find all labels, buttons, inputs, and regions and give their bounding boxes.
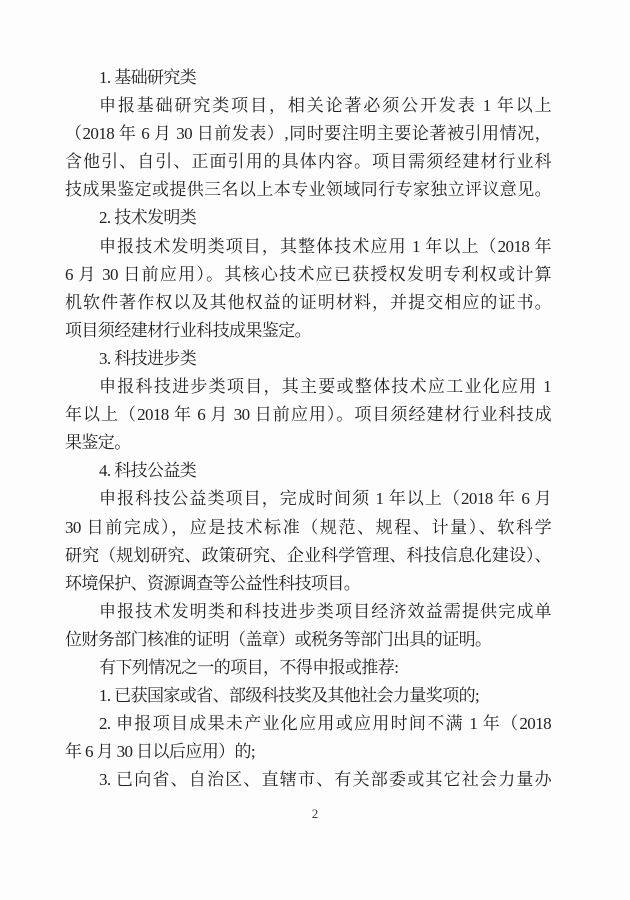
document-line: 研究（规划研究、政策研究、企业科学管理、科技信息化建设）、 <box>65 545 551 565</box>
document-line: 2. 技术发明类 <box>99 208 197 228</box>
document-line: 项目须经建材行业科技成果鉴定。 <box>65 320 311 340</box>
page-number: 2 <box>311 806 319 821</box>
document-line: 位财务部门核准的证明（盖章）或税务等部门出具的证明。 <box>65 629 492 649</box>
document-line: 申报技术发明类和科技进步类项目经济效益需提供完成单 <box>99 601 551 621</box>
document-line: 申报技术发明类项目，其整体技术应用 1 年以上（2018 年 <box>99 236 551 256</box>
document-line: 申报基础研究类项目，相关论著必须公开发表 1 年以上 <box>99 96 551 116</box>
document-line: 1. 基础研究类 <box>99 68 197 87</box>
document-line: （2018 年 6 月 30 日前发表）,同时要注明主要论著被引用情况， <box>65 124 551 144</box>
document-body <box>65 64 551 794</box>
document-line: 4. 科技公益类 <box>99 461 197 481</box>
document-line: 1. 已获国家或省、部级科技奖及其他社会力量奖项的; <box>99 686 480 706</box>
document-line: 含他引、自引、正面引用的具体内容。项目需须经建材行业科 <box>65 152 551 172</box>
document-line: 2. 申报项目成果未产业化应用或应用时间不满 1 年（2018 <box>99 714 551 734</box>
document-line: 申报科技公益类项目，完成时间须 1 年以上（2018 年 6 月 <box>99 489 551 509</box>
document-line: 果鉴定。 <box>65 433 131 453</box>
document-line: 环境保护、资源调查等公益性科技项目。 <box>65 573 361 593</box>
document-line: 机软件著作权以及其他权益的证明材料，并提交相应的证书。 <box>65 292 551 312</box>
document-line: 3. 已向省、自治区、直辖市、有关部委或其它社会力量办 <box>99 770 551 790</box>
document-line: 30 日前完成），应是技术标准（规范、规程、计量）、软科学 <box>65 517 551 537</box>
document-line: 年 6 月 30 日以后应用）的; <box>65 742 256 762</box>
document-line: 申报科技进步类项目，其主要或整体技术应工业化应用 1 <box>99 377 551 397</box>
document-line: 3. 科技进步类 <box>99 348 197 368</box>
document-line: 6 月 30 日前应用）。其核心技术应已获授权发明专利权或计算 <box>65 264 551 284</box>
document-line: 有下列情况之一的项目，不得申报或推荐: <box>99 657 399 677</box>
document-line: 技成果鉴定或提供三名以上本专业领域同行专家独立评议意见。 <box>65 180 551 200</box>
document-line: 年以上（2018 年 6 月 30 日前应用）。项目须经建材行业科技成 <box>65 405 551 425</box>
